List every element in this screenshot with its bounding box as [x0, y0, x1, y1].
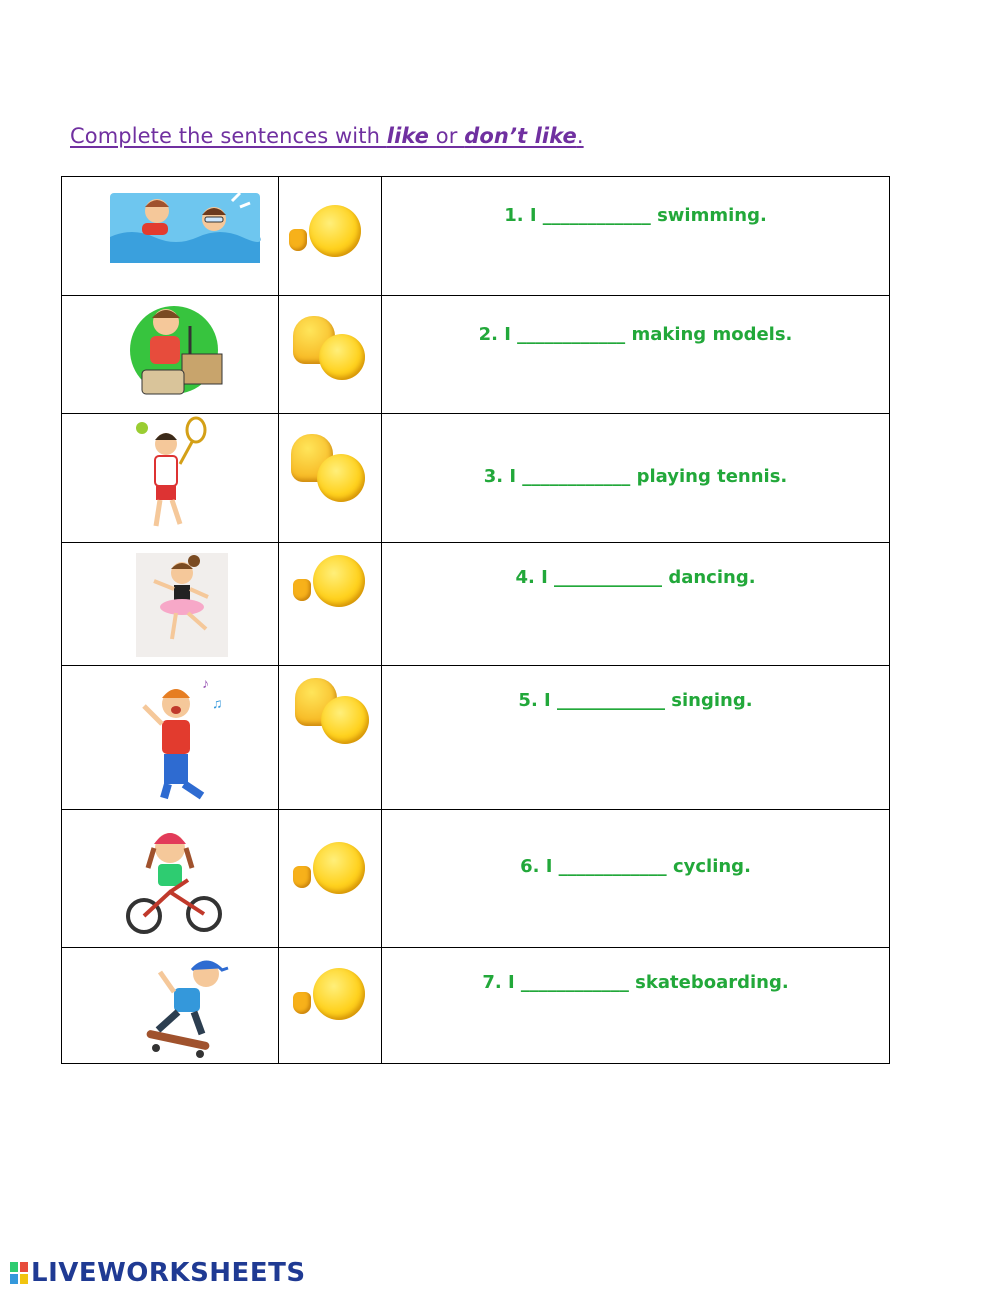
thumbs-down-emoji — [279, 543, 381, 660]
skateboarding-boy-picture — [62, 948, 278, 1063]
table-row — [62, 177, 890, 296]
smiley-icon — [317, 454, 365, 502]
sentence-5[interactable]: 5. I ____________ singing. — [518, 690, 753, 711]
thumbs-down-emoji — [279, 810, 381, 942]
liveworksheets-logo[interactable] — [10, 1258, 306, 1288]
svg-text:♪: ♪ — [202, 675, 209, 691]
thumbs-down-emoji — [279, 948, 381, 1058]
thumbs-up-emoji — [279, 666, 381, 804]
thumbs-down-icon — [293, 992, 311, 1014]
smiley-icon — [313, 555, 365, 607]
table-row — [62, 414, 890, 543]
logo-text: LIVEWORKSHEETS — [31, 1258, 306, 1288]
instruction-heading: Complete the sentences with like or don’t like. — [70, 124, 584, 148]
sentence-6[interactable]: 6. I ____________ cycling. — [520, 856, 751, 877]
smiley-icon — [319, 334, 365, 380]
thumbs-down-icon — [293, 866, 311, 888]
thumbs-up-emoji — [279, 296, 381, 408]
table-row — [62, 666, 890, 810]
table-row — [62, 810, 890, 948]
dancing-girl-picture — [62, 543, 278, 665]
exercise-table — [61, 176, 890, 1064]
sentence-1[interactable]: 1. I ____________ swimming. — [504, 205, 767, 226]
table-row — [62, 296, 890, 414]
making-models-picture — [62, 296, 278, 413]
sentence-7[interactable]: 7. I ____________ skateboarding. — [482, 972, 789, 993]
smiley-icon — [313, 842, 365, 894]
table-row — [62, 948, 890, 1064]
thumbs-down-icon — [289, 229, 307, 251]
tennis-boy-picture — [62, 414, 278, 542]
sentence-4[interactable]: 4. I ____________ dancing. — [515, 567, 756, 588]
smiley-icon — [321, 696, 369, 744]
thumbs-down-icon — [293, 579, 311, 601]
table-row — [62, 543, 890, 666]
dont-like-keyword: don’t like — [464, 124, 577, 148]
smiley-icon — [309, 205, 361, 257]
sentence-3[interactable]: 3. I ____________ playing tennis. — [483, 466, 788, 487]
thumbs-down-emoji — [279, 177, 381, 290]
singing-boy-picture — [62, 666, 278, 809]
thumbs-up-emoji — [279, 414, 381, 537]
svg-text:♫: ♫ — [212, 695, 223, 711]
swimming-kids-picture — [62, 177, 278, 295]
logo-squares-icon — [10, 1262, 28, 1284]
cycling-girl-picture — [62, 810, 278, 947]
like-keyword: like — [386, 124, 430, 148]
sentence-2[interactable]: 2. I ____________ making models. — [478, 324, 793, 345]
smiley-icon — [313, 968, 365, 1020]
